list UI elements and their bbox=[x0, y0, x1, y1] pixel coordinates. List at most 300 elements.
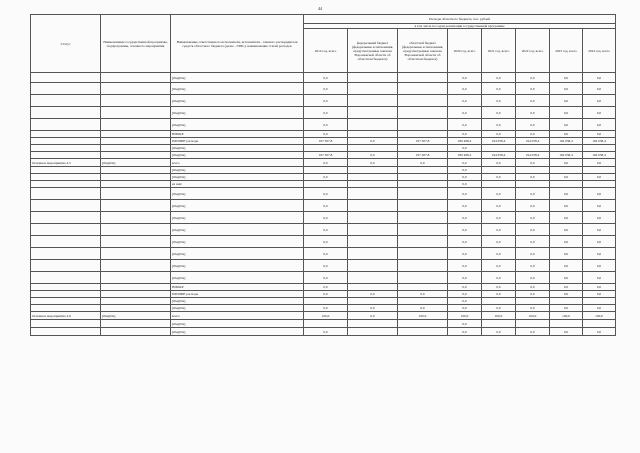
row-value: 0,0 bbox=[448, 95, 482, 107]
row-value: 0,0 bbox=[516, 305, 550, 312]
row-value bbox=[516, 320, 550, 328]
row-value bbox=[348, 119, 398, 131]
row-value: 0,0 bbox=[482, 83, 516, 95]
table-row bbox=[31, 159, 616, 167]
row-value: 0,0 bbox=[448, 272, 482, 284]
row-value: 0,0 bbox=[482, 212, 516, 224]
table-body bbox=[31, 73, 616, 336]
row-value: 0,0 bbox=[583, 212, 616, 224]
row-value: 0,0 bbox=[304, 200, 348, 212]
row-value: 0,0 bbox=[448, 145, 482, 152]
row-executor: [illegible] bbox=[171, 298, 304, 305]
budget-table bbox=[30, 14, 616, 336]
table-row bbox=[31, 236, 616, 248]
row-value bbox=[304, 298, 348, 305]
row-name bbox=[101, 224, 171, 236]
header-executor: Наименование ответственного исполнителя, исполнителя - главного распорядителя средств областного бюджета (далее - ГРБС), наименование статей расходов bbox=[171, 15, 304, 73]
row-value: 197 307,8 bbox=[398, 138, 448, 145]
row-value: 100,0 bbox=[583, 312, 616, 320]
row-value bbox=[398, 95, 448, 107]
row-name bbox=[101, 298, 171, 305]
row-value bbox=[398, 145, 448, 152]
row-executor: [illegible] bbox=[171, 200, 304, 212]
row-status bbox=[31, 320, 101, 328]
row-status bbox=[31, 224, 101, 236]
row-executor: [illegible] bbox=[171, 167, 304, 174]
row-name bbox=[101, 131, 171, 138]
row-value bbox=[348, 236, 398, 248]
row-value: 0,0 bbox=[448, 131, 482, 138]
row-status: Основное мероприятие 4.6 bbox=[31, 312, 101, 320]
header-2021: 2021 год, всего bbox=[482, 29, 516, 73]
row-value: 0,0 bbox=[448, 181, 482, 188]
row-value: 0,0 bbox=[304, 291, 348, 298]
row-value: 0,0 bbox=[304, 107, 348, 119]
row-value bbox=[348, 131, 398, 138]
row-value: 0,0 bbox=[516, 224, 550, 236]
row-value bbox=[348, 200, 398, 212]
row-value bbox=[550, 181, 583, 188]
row-status bbox=[31, 248, 101, 260]
row-executor: ПРОЧИЕ расходы bbox=[171, 138, 304, 145]
row-value: 0,0 bbox=[516, 260, 550, 272]
row-value: 100,0 bbox=[304, 312, 348, 320]
row-value: 0,0 bbox=[482, 188, 516, 200]
row-value bbox=[348, 224, 398, 236]
row-executor: [illegible] bbox=[171, 212, 304, 224]
row-value bbox=[398, 328, 448, 336]
header-2023: 2023 год, всего bbox=[550, 29, 583, 73]
row-value: 0,0 bbox=[516, 174, 550, 181]
row-value: 194 058,4 bbox=[516, 152, 550, 159]
row-value: 0,0 bbox=[448, 188, 482, 200]
row-executor: [illegible] bbox=[171, 260, 304, 272]
row-value bbox=[398, 298, 448, 305]
row-name bbox=[101, 328, 171, 336]
row-status bbox=[31, 236, 101, 248]
row-value: 0,0 bbox=[516, 272, 550, 284]
row-value: 194 058,4 bbox=[550, 138, 583, 145]
row-value bbox=[550, 167, 583, 174]
row-value: 0,0 bbox=[516, 284, 550, 291]
row-value bbox=[398, 320, 448, 328]
row-value: 0,0 bbox=[482, 248, 516, 260]
table-row bbox=[31, 138, 616, 145]
row-status bbox=[31, 174, 101, 181]
row-executor: [illegible] bbox=[171, 145, 304, 152]
row-value: 0,0 bbox=[482, 260, 516, 272]
page-number: 44 bbox=[318, 6, 322, 11]
row-name bbox=[101, 138, 171, 145]
row-value bbox=[482, 145, 516, 152]
row-value bbox=[348, 298, 398, 305]
row-value: 0,0 bbox=[348, 152, 398, 159]
row-value bbox=[550, 320, 583, 328]
row-value bbox=[550, 298, 583, 305]
row-value: 0,0 bbox=[550, 159, 583, 167]
row-name bbox=[101, 83, 171, 95]
row-name bbox=[101, 174, 171, 181]
row-name: [illegible] bbox=[101, 159, 171, 167]
row-name bbox=[101, 119, 171, 131]
row-value: 0,0 bbox=[448, 320, 482, 328]
header-status: Статус bbox=[31, 15, 101, 73]
row-value: 0,0 bbox=[550, 119, 583, 131]
row-value: 0,0 bbox=[398, 305, 448, 312]
row-value: 0,0 bbox=[583, 119, 616, 131]
row-value: 0,0 bbox=[304, 260, 348, 272]
row-value: 0,0 bbox=[448, 224, 482, 236]
row-value: 0,0 bbox=[448, 298, 482, 305]
row-status bbox=[31, 167, 101, 174]
row-value: 0,0 bbox=[304, 119, 348, 131]
row-status bbox=[31, 145, 101, 152]
row-executor: [illegible] bbox=[171, 305, 304, 312]
row-name bbox=[101, 188, 171, 200]
row-value bbox=[398, 73, 448, 83]
row-value: 0,0 bbox=[448, 83, 482, 95]
row-value: 0,0 bbox=[448, 107, 482, 119]
row-name bbox=[101, 291, 171, 298]
row-status bbox=[31, 260, 101, 272]
row-value bbox=[482, 181, 516, 188]
row-value: 0,0 bbox=[583, 131, 616, 138]
row-value: 0,0 bbox=[304, 159, 348, 167]
row-value: 0,0 bbox=[398, 291, 448, 298]
row-value: 0,0 bbox=[304, 212, 348, 224]
row-value: 0,0 bbox=[482, 284, 516, 291]
header-2024: 2024 год, всего bbox=[583, 29, 616, 73]
row-value: 0,0 bbox=[304, 83, 348, 95]
row-status: Основное мероприятие 4.5 bbox=[31, 159, 101, 167]
row-value: 100,0 bbox=[482, 312, 516, 320]
row-status bbox=[31, 305, 101, 312]
row-value bbox=[516, 145, 550, 152]
row-value bbox=[516, 298, 550, 305]
row-value: 0,0 bbox=[583, 174, 616, 181]
row-value bbox=[583, 320, 616, 328]
row-value: 0,0 bbox=[482, 73, 516, 83]
row-value: 0,0 bbox=[348, 305, 398, 312]
row-status bbox=[31, 83, 101, 95]
row-value: 0,0 bbox=[448, 305, 482, 312]
row-name bbox=[101, 152, 171, 159]
table-row bbox=[31, 119, 616, 131]
row-executor: всего bbox=[171, 159, 304, 167]
row-value: 0,0 bbox=[516, 291, 550, 298]
row-status bbox=[31, 284, 101, 291]
row-value bbox=[348, 248, 398, 260]
row-value: 0,0 bbox=[550, 107, 583, 119]
table-row bbox=[31, 328, 616, 336]
row-value: 0,0 bbox=[583, 248, 616, 260]
row-value: 0,0 bbox=[448, 167, 482, 174]
row-value bbox=[398, 200, 448, 212]
row-executor: [illegible] bbox=[171, 236, 304, 248]
table-row bbox=[31, 305, 616, 312]
row-value: 0,0 bbox=[304, 224, 348, 236]
row-value bbox=[516, 181, 550, 188]
row-value: 194 058,4 bbox=[550, 152, 583, 159]
row-status bbox=[31, 298, 101, 305]
row-value: 0,0 bbox=[348, 159, 398, 167]
row-value bbox=[348, 95, 398, 107]
row-value: 194 058,4 bbox=[583, 152, 616, 159]
header-2022: 2022 год, всего bbox=[516, 29, 550, 73]
row-value: 0,0 bbox=[448, 73, 482, 83]
row-value: 0,0 bbox=[448, 248, 482, 260]
row-value: 0,0 bbox=[583, 236, 616, 248]
row-value: 0,0 bbox=[516, 188, 550, 200]
row-value bbox=[398, 248, 448, 260]
table-row bbox=[31, 73, 616, 83]
row-value bbox=[398, 131, 448, 138]
row-value: 0,0 bbox=[550, 95, 583, 107]
table-row bbox=[31, 200, 616, 212]
row-executor: [illegible] bbox=[171, 320, 304, 328]
row-value bbox=[482, 320, 516, 328]
row-value: 197 307,8 bbox=[398, 152, 448, 159]
table-row bbox=[31, 320, 616, 328]
row-value: 0,0 bbox=[304, 328, 348, 336]
row-value: 0,0 bbox=[516, 107, 550, 119]
row-value bbox=[398, 167, 448, 174]
row-value: 0,0 bbox=[304, 174, 348, 181]
row-executor: НИОКР bbox=[171, 131, 304, 138]
row-value: 0,0 bbox=[482, 291, 516, 298]
row-value: 0,0 bbox=[550, 200, 583, 212]
row-value: 0,0 bbox=[583, 95, 616, 107]
row-value: 0,0 bbox=[448, 284, 482, 291]
row-status bbox=[31, 181, 101, 188]
row-value bbox=[304, 320, 348, 328]
row-executor: [illegible] bbox=[171, 152, 304, 159]
row-value: 0,0 bbox=[550, 284, 583, 291]
row-value bbox=[398, 212, 448, 224]
row-value: 0,0 bbox=[583, 284, 616, 291]
row-value: 0,0 bbox=[516, 119, 550, 131]
row-value bbox=[398, 174, 448, 181]
row-value bbox=[398, 107, 448, 119]
row-value: 0,0 bbox=[304, 284, 348, 291]
row-value bbox=[583, 167, 616, 174]
row-name bbox=[101, 272, 171, 284]
row-name bbox=[101, 305, 171, 312]
row-value: 0,0 bbox=[304, 236, 348, 248]
row-value: 0,0 bbox=[448, 119, 482, 131]
row-executor: всего bbox=[171, 312, 304, 320]
row-value bbox=[348, 260, 398, 272]
row-value: 0,0 bbox=[583, 328, 616, 336]
row-value: 0,0 bbox=[448, 174, 482, 181]
row-value: 0,0 bbox=[516, 200, 550, 212]
row-value bbox=[348, 167, 398, 174]
row-value: 194 058,4 bbox=[583, 138, 616, 145]
row-value bbox=[482, 298, 516, 305]
row-value bbox=[398, 188, 448, 200]
row-value: 0,0 bbox=[583, 272, 616, 284]
row-value: 0,0 bbox=[583, 73, 616, 83]
table-row bbox=[31, 188, 616, 200]
row-value: 100,0 bbox=[550, 312, 583, 320]
row-value bbox=[516, 167, 550, 174]
row-value bbox=[583, 298, 616, 305]
row-value: 0,0 bbox=[583, 188, 616, 200]
row-value bbox=[304, 145, 348, 152]
table-row bbox=[31, 212, 616, 224]
row-value: 0,0 bbox=[550, 291, 583, 298]
row-value bbox=[348, 73, 398, 83]
row-value bbox=[348, 107, 398, 119]
row-value: 0,0 bbox=[482, 119, 516, 131]
table-row bbox=[31, 284, 616, 291]
row-value bbox=[348, 272, 398, 284]
row-value: 0,0 bbox=[304, 131, 348, 138]
row-value bbox=[348, 174, 398, 181]
row-executor: [illegible] bbox=[171, 95, 304, 107]
row-value: 100,0 bbox=[398, 312, 448, 320]
row-value: 0,0 bbox=[304, 188, 348, 200]
row-executor: [illegible] bbox=[171, 272, 304, 284]
table-row bbox=[31, 95, 616, 107]
row-value: 180 468,2 bbox=[448, 152, 482, 159]
table-row bbox=[31, 131, 616, 138]
row-value: 0,0 bbox=[304, 272, 348, 284]
header-2020: 2020 год, всего bbox=[448, 29, 482, 73]
row-value bbox=[304, 167, 348, 174]
row-status bbox=[31, 212, 101, 224]
table-row bbox=[31, 272, 616, 284]
header-federal: федеральный бюджет (федеральные ассигнования, предусмотренные законом Воронежской области об областном бюджете) bbox=[348, 29, 398, 73]
row-value: 0,0 bbox=[583, 291, 616, 298]
row-value: 0,0 bbox=[550, 248, 583, 260]
row-value bbox=[583, 145, 616, 152]
row-value: 194 058,4 bbox=[516, 138, 550, 145]
row-value: 0,0 bbox=[448, 212, 482, 224]
row-executor: [illegible] bbox=[171, 73, 304, 83]
row-name bbox=[101, 167, 171, 174]
row-executor: [illegible] bbox=[171, 83, 304, 95]
row-value: 0,0 bbox=[516, 73, 550, 83]
row-value: 0,0 bbox=[550, 224, 583, 236]
row-value: 0,0 bbox=[304, 305, 348, 312]
row-value bbox=[348, 145, 398, 152]
header-regional: областной бюджет (федеральные ассигнования, предусмотренные законом Воронежской области об областном бюджете) bbox=[398, 29, 448, 73]
row-executor: ПРОЧИЕ расходы bbox=[171, 291, 304, 298]
row-status bbox=[31, 152, 101, 159]
row-value bbox=[398, 260, 448, 272]
row-value: 0,0 bbox=[550, 188, 583, 200]
header-2014: 2014 год, всего bbox=[304, 29, 348, 73]
row-name: [illegible] bbox=[101, 312, 171, 320]
row-value bbox=[398, 236, 448, 248]
row-value bbox=[348, 188, 398, 200]
row-value: 194 058,4 bbox=[482, 138, 516, 145]
row-value bbox=[398, 224, 448, 236]
row-value bbox=[348, 212, 398, 224]
row-value bbox=[583, 181, 616, 188]
row-name bbox=[101, 212, 171, 224]
row-status bbox=[31, 95, 101, 107]
row-value bbox=[398, 119, 448, 131]
row-name bbox=[101, 145, 171, 152]
row-value: 0,0 bbox=[516, 83, 550, 95]
row-value bbox=[550, 145, 583, 152]
row-name bbox=[101, 95, 171, 107]
row-value: 0,0 bbox=[348, 291, 398, 298]
row-value bbox=[348, 320, 398, 328]
row-value: 0,0 bbox=[516, 328, 550, 336]
row-value: 0,0 bbox=[448, 236, 482, 248]
row-value: 0,0 bbox=[448, 200, 482, 212]
row-value: 0,0 bbox=[448, 291, 482, 298]
row-value: 0,0 bbox=[482, 159, 516, 167]
row-value: 0,0 bbox=[550, 83, 583, 95]
row-value bbox=[398, 83, 448, 95]
row-value: 0,0 bbox=[583, 260, 616, 272]
header-expenses: Расходы областного бюджета, тыс. рублей bbox=[304, 15, 616, 24]
table-row bbox=[31, 152, 616, 159]
row-name bbox=[101, 200, 171, 212]
row-value: 0,0 bbox=[550, 328, 583, 336]
row-value: 197 307,8 bbox=[304, 152, 348, 159]
row-value: 0,0 bbox=[482, 107, 516, 119]
row-status bbox=[31, 272, 101, 284]
row-status bbox=[31, 200, 101, 212]
row-value: 197 307,8 bbox=[304, 138, 348, 145]
row-value: 0,0 bbox=[482, 305, 516, 312]
row-status bbox=[31, 291, 101, 298]
row-value: 0,0 bbox=[550, 236, 583, 248]
row-value: 0,0 bbox=[583, 159, 616, 167]
row-executor: [illegible] bbox=[171, 328, 304, 336]
row-value: 0,0 bbox=[516, 159, 550, 167]
row-value: 0,0 bbox=[516, 248, 550, 260]
row-value: 0,0 bbox=[516, 131, 550, 138]
row-value bbox=[348, 284, 398, 291]
row-value: 0,0 bbox=[348, 138, 398, 145]
table-row bbox=[31, 248, 616, 260]
row-value: 100,0 bbox=[516, 312, 550, 320]
header-by-years: в том числе по годам реализации государственной программы bbox=[304, 24, 616, 29]
row-value: 0,0 bbox=[550, 73, 583, 83]
row-value: 0,0 bbox=[482, 224, 516, 236]
row-executor: [illegible] bbox=[171, 119, 304, 131]
row-name bbox=[101, 236, 171, 248]
row-value: 0,0 bbox=[448, 328, 482, 336]
row-value: 0,0 bbox=[516, 95, 550, 107]
row-value: 0,0 bbox=[583, 305, 616, 312]
table-row bbox=[31, 181, 616, 188]
row-value: 0,0 bbox=[482, 200, 516, 212]
table-row bbox=[31, 167, 616, 174]
table-row bbox=[31, 145, 616, 152]
row-value: 0,0 bbox=[482, 95, 516, 107]
row-value: 0,0 bbox=[482, 328, 516, 336]
row-value: 100,0 bbox=[448, 312, 482, 320]
row-value: 0,0 bbox=[448, 159, 482, 167]
row-value: 0,0 bbox=[550, 212, 583, 224]
row-status bbox=[31, 328, 101, 336]
row-value: 0,0 bbox=[482, 131, 516, 138]
row-name bbox=[101, 320, 171, 328]
header-name: Наименование государственной программы, подпрограммы, основного мероприятия bbox=[101, 15, 171, 73]
row-value: 0,0 bbox=[304, 248, 348, 260]
row-value bbox=[304, 181, 348, 188]
row-value: 0,0 bbox=[550, 272, 583, 284]
row-executor: [illegible] bbox=[171, 248, 304, 260]
row-value bbox=[348, 181, 398, 188]
